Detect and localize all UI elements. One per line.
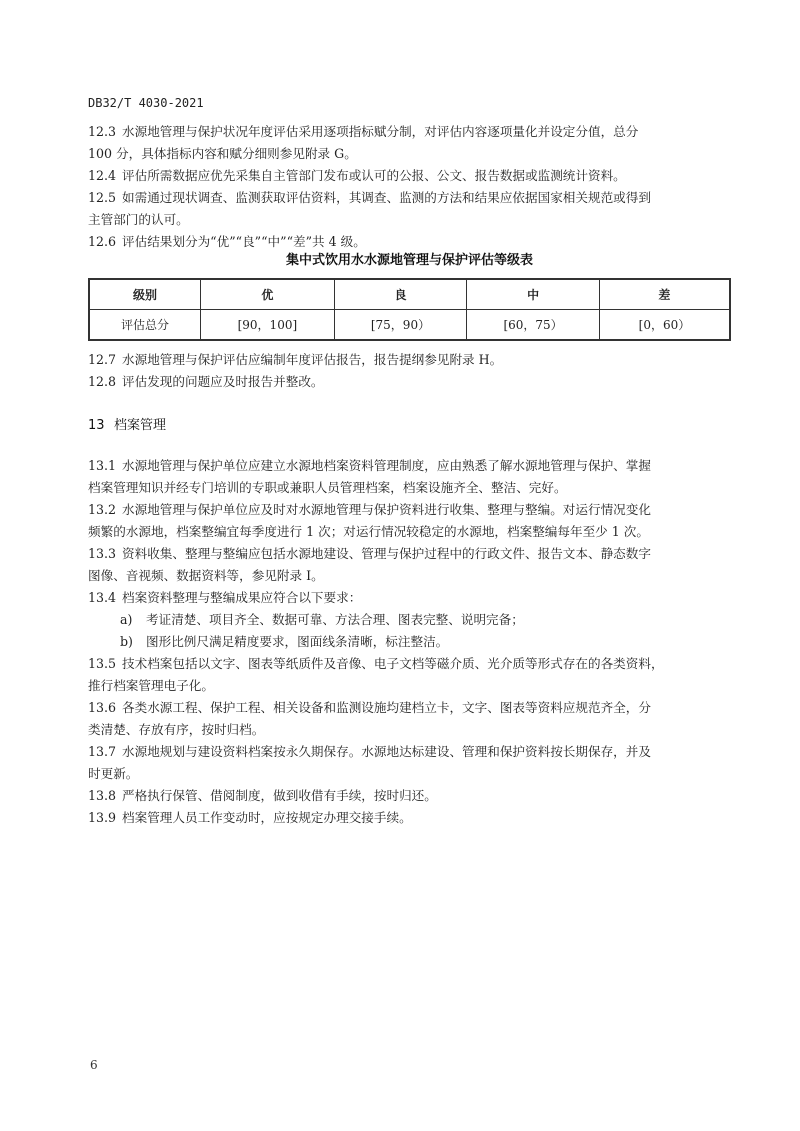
clause-13-7-continued: 时更新。 [88,766,139,781]
clause-number: 13.2 [88,502,117,517]
clause-12-8 [88,371,733,393]
clause-12-5-continued: 主管部门的认可。 [88,212,189,227]
section-12-lower [88,349,733,393]
clause-text: 档案管理人员工作变动时，应按规定办理交接手续。 [122,810,412,825]
clause-number: 12.6 [88,234,117,249]
clause-12-3-continued: 100 分，具体指标内容和赋分细则参见附录 G。 [88,146,357,161]
clause-12-7 [88,349,733,371]
table-cell: [75，90） [334,310,467,341]
table-header-cell: 级别 [89,279,201,310]
list-text: 考证清楚、项目齐全、数据可靠、方法合理、图表完整、说明完备； [146,612,524,627]
clause-text: 水源地管理与保护单位应及时对水源地管理与保护资料进行收集、整理与整编。对运行情况变化 [122,502,651,517]
page-number: 6 [90,1058,98,1072]
clause-text: 评估结果划分为“优”“良”“中”“差”共 4 级。 [122,234,366,249]
clause-13-6 [88,697,733,719]
clause-text: 水源地管理与保护单位应建立水源地档案资料管理制度，应由熟悉了解水源地管理与保护、掌握 [122,458,651,473]
clause-number: 13.7 [88,744,117,759]
section-13-body [88,455,733,829]
clause-text: 水源地管理与保护评估应编制年度评估报告，报告提纲参见附录 H。 [122,352,503,367]
section-number: 13 [88,418,105,433]
table-row [89,310,730,341]
clause-12-5 [88,187,733,209]
clause-text: 水源地规划与建设资料档案按永久期保存。水源地达标建设、管理和保护资料按长期保存，并及 [122,744,651,759]
list-item-a [88,609,733,631]
clause-number: 13.5 [88,656,117,671]
list-text: 图形比例尺满足精度要求，图面线条清晰，标注整洁。 [146,634,449,649]
section-13-heading [88,414,166,433]
clause-text: 水源地管理与保护状况年度评估采用逐项指标赋分制，对评估内容逐项量化并设定分值，总分 [122,124,639,139]
clause-number: 13.4 [88,590,117,605]
table-header-cell: 良 [334,279,467,310]
list-item-b [88,631,733,653]
table-header-cell: 差 [599,279,730,310]
clause-number: 12.3 [88,124,117,139]
clause-text: 技术档案包括以文字、图表等纸质件及音像、电子文档等磁介质、光介质等形式存在的各类资料， [122,656,664,671]
clause-13-5-continued: 推行档案管理电子化。 [88,678,214,693]
table-header-cell: 优 [201,279,335,310]
grade-table [88,278,731,341]
standard-code-header: DB32/T 4030-2021 [88,96,204,110]
clause-number: 13.8 [88,788,117,803]
table-cell: [60，75） [467,310,600,341]
clause-number: 12.8 [88,374,117,389]
table-header-row [89,279,730,310]
table-header-cell: 中 [467,279,600,310]
clause-text: 各类水源工程、保护工程、相关设备和监测设施均建档立卡，文字、图表等资料应规范齐全，分 [122,700,651,715]
clause-text: 如需通过现状调查、监测获取评估资料，其调查、监测的方法和结果应依据国家相关规范或得到 [122,190,651,205]
section-12-upper [88,121,733,253]
clause-13-7 [88,741,733,763]
clause-13-2-continued: 频繁的水源地，档案整编宜每季度进行 1 次；对运行情况较稳定的水源地，档案整编每年至少 1 次。 [88,524,649,539]
clause-number: 13.1 [88,458,117,473]
clause-text: 档案资料整理与整编成果应符合以下要求： [122,590,362,605]
clause-13-5 [88,653,733,675]
clause-13-6-continued: 类清楚、存放有序，按时归档。 [88,722,265,737]
clause-13-4 [88,587,733,609]
clause-13-1 [88,455,733,477]
list-label: b) [120,634,133,649]
list-label: a) [120,612,133,627]
table-cell: 评估总分 [89,310,201,341]
clause-number: 12.5 [88,190,117,205]
clause-number: 12.7 [88,352,117,367]
clause-13-3-continued: 图像、音视频、数据资料等，参见附录 I。 [88,568,324,583]
section-title: 档案管理 [114,418,167,433]
clause-text: 严格执行保管、借阅制度，做到收借有手续，按时归还。 [122,788,437,803]
clause-13-1-continued: 档案管理知识并经专门培训的专职或兼职人员管理档案，档案设施齐全、整洁、完好。 [88,480,567,495]
clause-text: 评估所需数据应优先采集自主管部门发布或认可的公报、公文、报告数据或监测统计资料。 [122,168,626,183]
clause-number: 13.9 [88,810,117,825]
clause-text: 资料收集、整理与整编应包括水源地建设、管理与保护过程中的行政文件、报告文本、静态数字 [122,546,651,561]
table-caption: 集中式饮用水水源地管理与保护评估等级表 [285,253,533,268]
clause-13-8 [88,785,733,807]
table-cell: [90，100] [201,310,335,341]
clause-12-4 [88,165,733,187]
table-cell: [0，60） [599,310,730,341]
clause-12-3 [88,121,733,143]
clause-13-3 [88,543,733,565]
clause-13-2 [88,499,733,521]
clause-text: 评估发现的问题应及时报告并整改。 [122,374,324,389]
clause-13-9 [88,807,733,829]
clause-number: 13.6 [88,700,117,715]
clause-number: 13.3 [88,546,117,561]
clause-number: 12.4 [88,168,117,183]
